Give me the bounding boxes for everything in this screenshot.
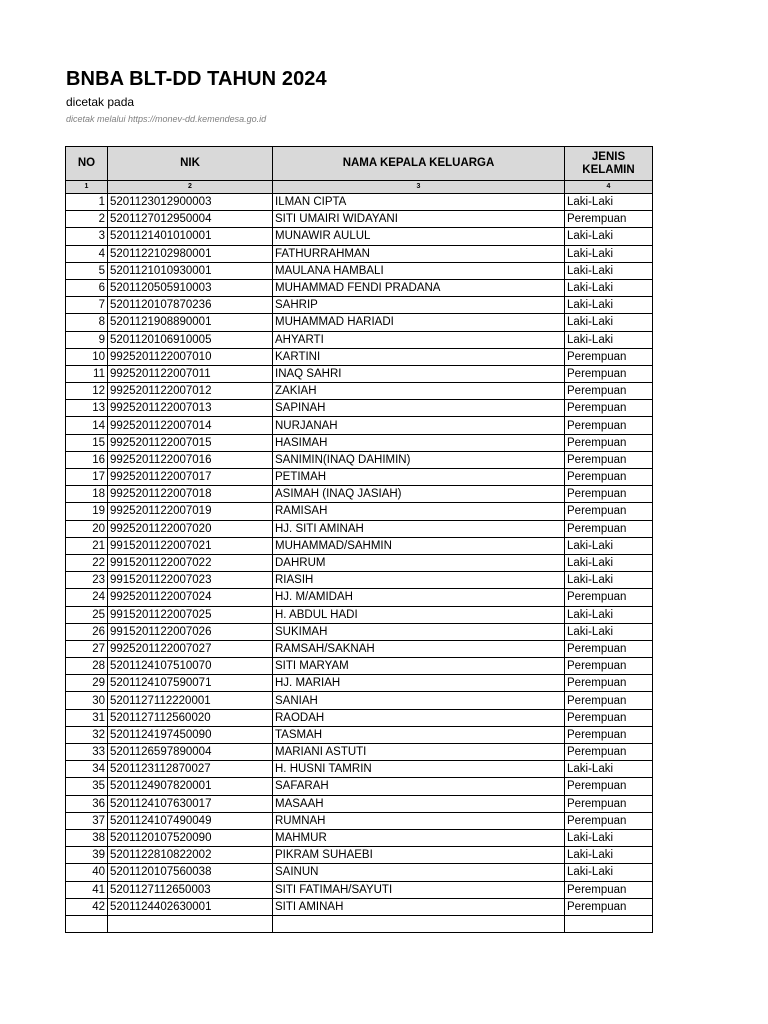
- name-cell: TASMAH: [273, 726, 565, 743]
- name-cell: ILMAN CIPTA: [273, 194, 565, 211]
- gender-cell: Laki-Laki: [565, 829, 653, 846]
- gender-cell: Perempuan: [565, 881, 653, 898]
- gender-cell: Perempuan: [565, 434, 653, 451]
- column-index: 3: [273, 181, 565, 194]
- table-row: [66, 503, 653, 520]
- nik-cell: 9925201122007011: [108, 365, 273, 382]
- empty-cell: [273, 915, 565, 932]
- row-number: 40: [66, 864, 108, 881]
- gender-cell: Laki-Laki: [565, 572, 653, 589]
- gender-cell: Laki-Laki: [565, 262, 653, 279]
- nik-cell: 5201120106910005: [108, 331, 273, 348]
- print-date-label: dicetak pada: [66, 95, 135, 109]
- row-number: 1: [66, 194, 108, 211]
- gender-cell: Perempuan: [565, 795, 653, 812]
- name-cell: SITI FATIMAH/SAYUTI: [273, 881, 565, 898]
- name-cell: RAMISAH: [273, 503, 565, 520]
- name-cell: SAFARAH: [273, 778, 565, 795]
- table-row: [66, 829, 653, 846]
- table-row: [66, 194, 653, 211]
- row-number: 4: [66, 245, 108, 262]
- table-row: [66, 434, 653, 451]
- row-number: 10: [66, 348, 108, 365]
- nik-cell: 5201120505910003: [108, 279, 273, 296]
- nik-cell: 5201121908890001: [108, 314, 273, 331]
- name-cell: H. HUSNI TAMRIN: [273, 761, 565, 778]
- table-row: [66, 537, 653, 554]
- row-number: 37: [66, 812, 108, 829]
- table-row: [66, 744, 653, 761]
- row-number: 25: [66, 606, 108, 623]
- gender-cell: Perempuan: [565, 400, 653, 417]
- nik-cell: 5201124907820001: [108, 778, 273, 795]
- table-row: [66, 709, 653, 726]
- nik-cell: 5201120107520090: [108, 829, 273, 846]
- nik-cell: 5201124402630001: [108, 898, 273, 915]
- row-number: 22: [66, 554, 108, 571]
- name-cell: MAHMUR: [273, 829, 565, 846]
- name-cell: PIKRAM SUHAEBI: [273, 847, 565, 864]
- name-cell: KARTINI: [273, 348, 565, 365]
- table-row: [66, 606, 653, 623]
- row-number: 39: [66, 847, 108, 864]
- nik-cell: 9925201122007020: [108, 520, 273, 537]
- gender-cell: Perempuan: [565, 486, 653, 503]
- gender-cell: Perempuan: [565, 675, 653, 692]
- table-row: [66, 623, 653, 640]
- gender-cell: Perempuan: [565, 365, 653, 382]
- table-row: [66, 469, 653, 486]
- row-number: 21: [66, 537, 108, 554]
- nik-cell: 5201124107490049: [108, 812, 273, 829]
- gender-cell: Perempuan: [565, 744, 653, 761]
- nik-cell: 9925201122007027: [108, 640, 273, 657]
- name-cell: RAODAH: [273, 709, 565, 726]
- table-row: [66, 331, 653, 348]
- gender-cell: Perempuan: [565, 658, 653, 675]
- column-index: 4: [565, 181, 653, 194]
- table-row: [66, 245, 653, 262]
- nik-cell: 5201124197450090: [108, 726, 273, 743]
- row-number: 30: [66, 692, 108, 709]
- row-number: 11: [66, 365, 108, 382]
- source-note: dicetak melalui https://monev-dd.kemendesa.go.id: [66, 114, 267, 124]
- gender-cell: Perempuan: [565, 211, 653, 228]
- name-cell: MUNAWIR AULUL: [273, 228, 565, 245]
- name-cell: MUHAMMAD/SAHMIN: [273, 537, 565, 554]
- table-row: [66, 400, 653, 417]
- name-cell: HJ. M/AMIDAH: [273, 589, 565, 606]
- empty-cell: [108, 915, 273, 932]
- empty-row: [66, 915, 653, 932]
- row-number: 3: [66, 228, 108, 245]
- table-row: [66, 589, 653, 606]
- name-cell: HASIMAH: [273, 434, 565, 451]
- gender-cell: Perempuan: [565, 812, 653, 829]
- nik-cell: 5201122810822002: [108, 847, 273, 864]
- row-number: 33: [66, 744, 108, 761]
- gender-cell: Perempuan: [565, 417, 653, 434]
- table-row: [66, 898, 653, 915]
- row-number: 9: [66, 331, 108, 348]
- gender-cell: Perempuan: [565, 469, 653, 486]
- name-cell: MARIANI ASTUTI: [273, 744, 565, 761]
- nik-cell: 5201122102980001: [108, 245, 273, 262]
- table-row: [66, 881, 653, 898]
- empty-cell: [66, 915, 108, 932]
- nik-cell: 9915201122007022: [108, 554, 273, 571]
- gender-cell: Laki-Laki: [565, 297, 653, 314]
- column-index: 1: [66, 181, 108, 194]
- name-cell: HJ. SITI AMINAH: [273, 520, 565, 537]
- gender-cell: Perempuan: [565, 503, 653, 520]
- gender-cell: Perempuan: [565, 640, 653, 657]
- nik-cell: 5201127112650003: [108, 881, 273, 898]
- nik-cell: 5201120107560038: [108, 864, 273, 881]
- table-row: [66, 692, 653, 709]
- name-cell: HJ. MARIAH: [273, 675, 565, 692]
- row-number: 34: [66, 761, 108, 778]
- nik-cell: 5201127012950004: [108, 211, 273, 228]
- row-number: 26: [66, 623, 108, 640]
- name-cell: RUMNAH: [273, 812, 565, 829]
- nik-cell: 5201127112220001: [108, 692, 273, 709]
- name-cell: ZAKIAH: [273, 383, 565, 400]
- nik-cell: 5201121401010001: [108, 228, 273, 245]
- row-number: 2: [66, 211, 108, 228]
- gender-cell: Laki-Laki: [565, 228, 653, 245]
- nik-cell: 5201120107870236: [108, 297, 273, 314]
- gender-cell: Perempuan: [565, 726, 653, 743]
- nik-cell: 5201126597890004: [108, 744, 273, 761]
- table-row: [66, 812, 653, 829]
- table-row: [66, 348, 653, 365]
- column-header-no: NO: [66, 147, 108, 181]
- name-cell: NURJANAH: [273, 417, 565, 434]
- table-row: [66, 778, 653, 795]
- gender-cell: Laki-Laki: [565, 331, 653, 348]
- table-row: [66, 383, 653, 400]
- table-row: [66, 451, 653, 468]
- gender-cell: Perempuan: [565, 692, 653, 709]
- gender-cell: Laki-Laki: [565, 245, 653, 262]
- gender-cell: Laki-Laki: [565, 537, 653, 554]
- row-number: 14: [66, 417, 108, 434]
- table-row: [66, 554, 653, 571]
- table-row: [66, 864, 653, 881]
- gender-cell: Perempuan: [565, 898, 653, 915]
- name-cell: FATHURRAHMAN: [273, 245, 565, 262]
- name-cell: SUKIMAH: [273, 623, 565, 640]
- nik-cell: 9925201122007015: [108, 434, 273, 451]
- gender-cell: Perempuan: [565, 451, 653, 468]
- row-number: 6: [66, 279, 108, 296]
- row-number: 38: [66, 829, 108, 846]
- row-number: 16: [66, 451, 108, 468]
- row-number: 24: [66, 589, 108, 606]
- column-header-gender: JENIS KELAMIN: [565, 147, 653, 181]
- nik-cell: 9915201122007021: [108, 537, 273, 554]
- name-cell: PETIMAH: [273, 469, 565, 486]
- gender-cell: Perempuan: [565, 348, 653, 365]
- name-cell: MAULANA HAMBALI: [273, 262, 565, 279]
- gender-cell: Laki-Laki: [565, 279, 653, 296]
- row-number: 41: [66, 881, 108, 898]
- gender-cell: Laki-Laki: [565, 623, 653, 640]
- nik-cell: 9925201122007016: [108, 451, 273, 468]
- table-row: [66, 658, 653, 675]
- nik-cell: 9925201122007012: [108, 383, 273, 400]
- name-cell: RIASIH: [273, 572, 565, 589]
- gender-cell: Laki-Laki: [565, 606, 653, 623]
- table-row: [66, 726, 653, 743]
- gender-cell: Laki-Laki: [565, 554, 653, 571]
- name-cell: ASIMAH (INAQ JASIAH): [273, 486, 565, 503]
- table-row: [66, 228, 653, 245]
- name-cell: INAQ SAHRI: [273, 365, 565, 382]
- row-number: 18: [66, 486, 108, 503]
- nik-cell: 9925201122007014: [108, 417, 273, 434]
- row-number: 8: [66, 314, 108, 331]
- table-row: [66, 795, 653, 812]
- name-cell: SITI MARYAM: [273, 658, 565, 675]
- name-cell: H. ABDUL HADI: [273, 606, 565, 623]
- table-row: [66, 675, 653, 692]
- name-cell: SAHRIP: [273, 297, 565, 314]
- table-row: [66, 520, 653, 537]
- table-body: [66, 194, 653, 916]
- name-cell: AHYARTI: [273, 331, 565, 348]
- nik-cell: 9925201122007017: [108, 469, 273, 486]
- row-number: 31: [66, 709, 108, 726]
- table-row: [66, 314, 653, 331]
- name-cell: MASAAH: [273, 795, 565, 812]
- row-number: 23: [66, 572, 108, 589]
- table-row: [66, 297, 653, 314]
- nik-cell: 5201123112870027: [108, 761, 273, 778]
- nik-cell: 5201124107510070: [108, 658, 273, 675]
- nik-cell: 5201127112560020: [108, 709, 273, 726]
- nik-cell: 5201124107630017: [108, 795, 273, 812]
- table-row: [66, 761, 653, 778]
- nik-cell: 9925201122007018: [108, 486, 273, 503]
- row-number: 36: [66, 795, 108, 812]
- name-cell: RAMSAH/SAKNAH: [273, 640, 565, 657]
- gender-cell: Perempuan: [565, 520, 653, 537]
- name-cell: SITI AMINAH: [273, 898, 565, 915]
- row-number: 7: [66, 297, 108, 314]
- beneficiary-table: [65, 146, 653, 933]
- gender-cell: Perempuan: [565, 778, 653, 795]
- nik-cell: 9925201122007013: [108, 400, 273, 417]
- table-row: [66, 279, 653, 296]
- gender-cell: Laki-Laki: [565, 847, 653, 864]
- nik-cell: 9915201122007025: [108, 606, 273, 623]
- gender-cell: Perempuan: [565, 383, 653, 400]
- row-number: 13: [66, 400, 108, 417]
- row-number: 15: [66, 434, 108, 451]
- gender-cell: Laki-Laki: [565, 314, 653, 331]
- gender-cell: Perempuan: [565, 589, 653, 606]
- nik-cell: 5201124107590071: [108, 675, 273, 692]
- gender-cell: Laki-Laki: [565, 864, 653, 881]
- name-cell: SAINUN: [273, 864, 565, 881]
- table-row: [66, 365, 653, 382]
- nik-cell: 9925201122007024: [108, 589, 273, 606]
- row-number: 29: [66, 675, 108, 692]
- nik-cell: 9915201122007026: [108, 623, 273, 640]
- row-number: 12: [66, 383, 108, 400]
- gender-cell: Laki-Laki: [565, 194, 653, 211]
- name-cell: SITI UMAIRI WIDAYANI: [273, 211, 565, 228]
- name-cell: MUHAMMAD FENDI PRADANA: [273, 279, 565, 296]
- table-row: [66, 262, 653, 279]
- name-cell: SANIMIN(INAQ DAHIMIN): [273, 451, 565, 468]
- column-index: 2: [108, 181, 273, 194]
- name-cell: SANIAH: [273, 692, 565, 709]
- column-header-nik: NIK: [108, 147, 273, 181]
- row-number: 28: [66, 658, 108, 675]
- name-cell: SAPINAH: [273, 400, 565, 417]
- row-number: 27: [66, 640, 108, 657]
- nik-cell: 9925201122007010: [108, 348, 273, 365]
- table-row: [66, 417, 653, 434]
- table-row: [66, 572, 653, 589]
- nik-cell: 5201123012900003: [108, 194, 273, 211]
- row-number: 19: [66, 503, 108, 520]
- column-header-name: NAMA KEPALA KELUARGA: [273, 147, 565, 181]
- table-row: [66, 640, 653, 657]
- row-number: 20: [66, 520, 108, 537]
- row-number: 42: [66, 898, 108, 915]
- empty-cell: [565, 915, 653, 932]
- name-cell: DAHRUM: [273, 554, 565, 571]
- name-cell: MUHAMMAD HARIADI: [273, 314, 565, 331]
- row-number: 32: [66, 726, 108, 743]
- table-row: [66, 211, 653, 228]
- page-title: BNBA BLT-DD TAHUN 2024: [66, 68, 327, 90]
- gender-cell: Laki-Laki: [565, 761, 653, 778]
- row-number: 5: [66, 262, 108, 279]
- nik-cell: 9915201122007023: [108, 572, 273, 589]
- table-row: [66, 847, 653, 864]
- row-number: 35: [66, 778, 108, 795]
- gender-cell: Perempuan: [565, 709, 653, 726]
- table-row: [66, 486, 653, 503]
- row-number: 17: [66, 469, 108, 486]
- nik-cell: 5201121010930001: [108, 262, 273, 279]
- nik-cell: 9925201122007019: [108, 503, 273, 520]
